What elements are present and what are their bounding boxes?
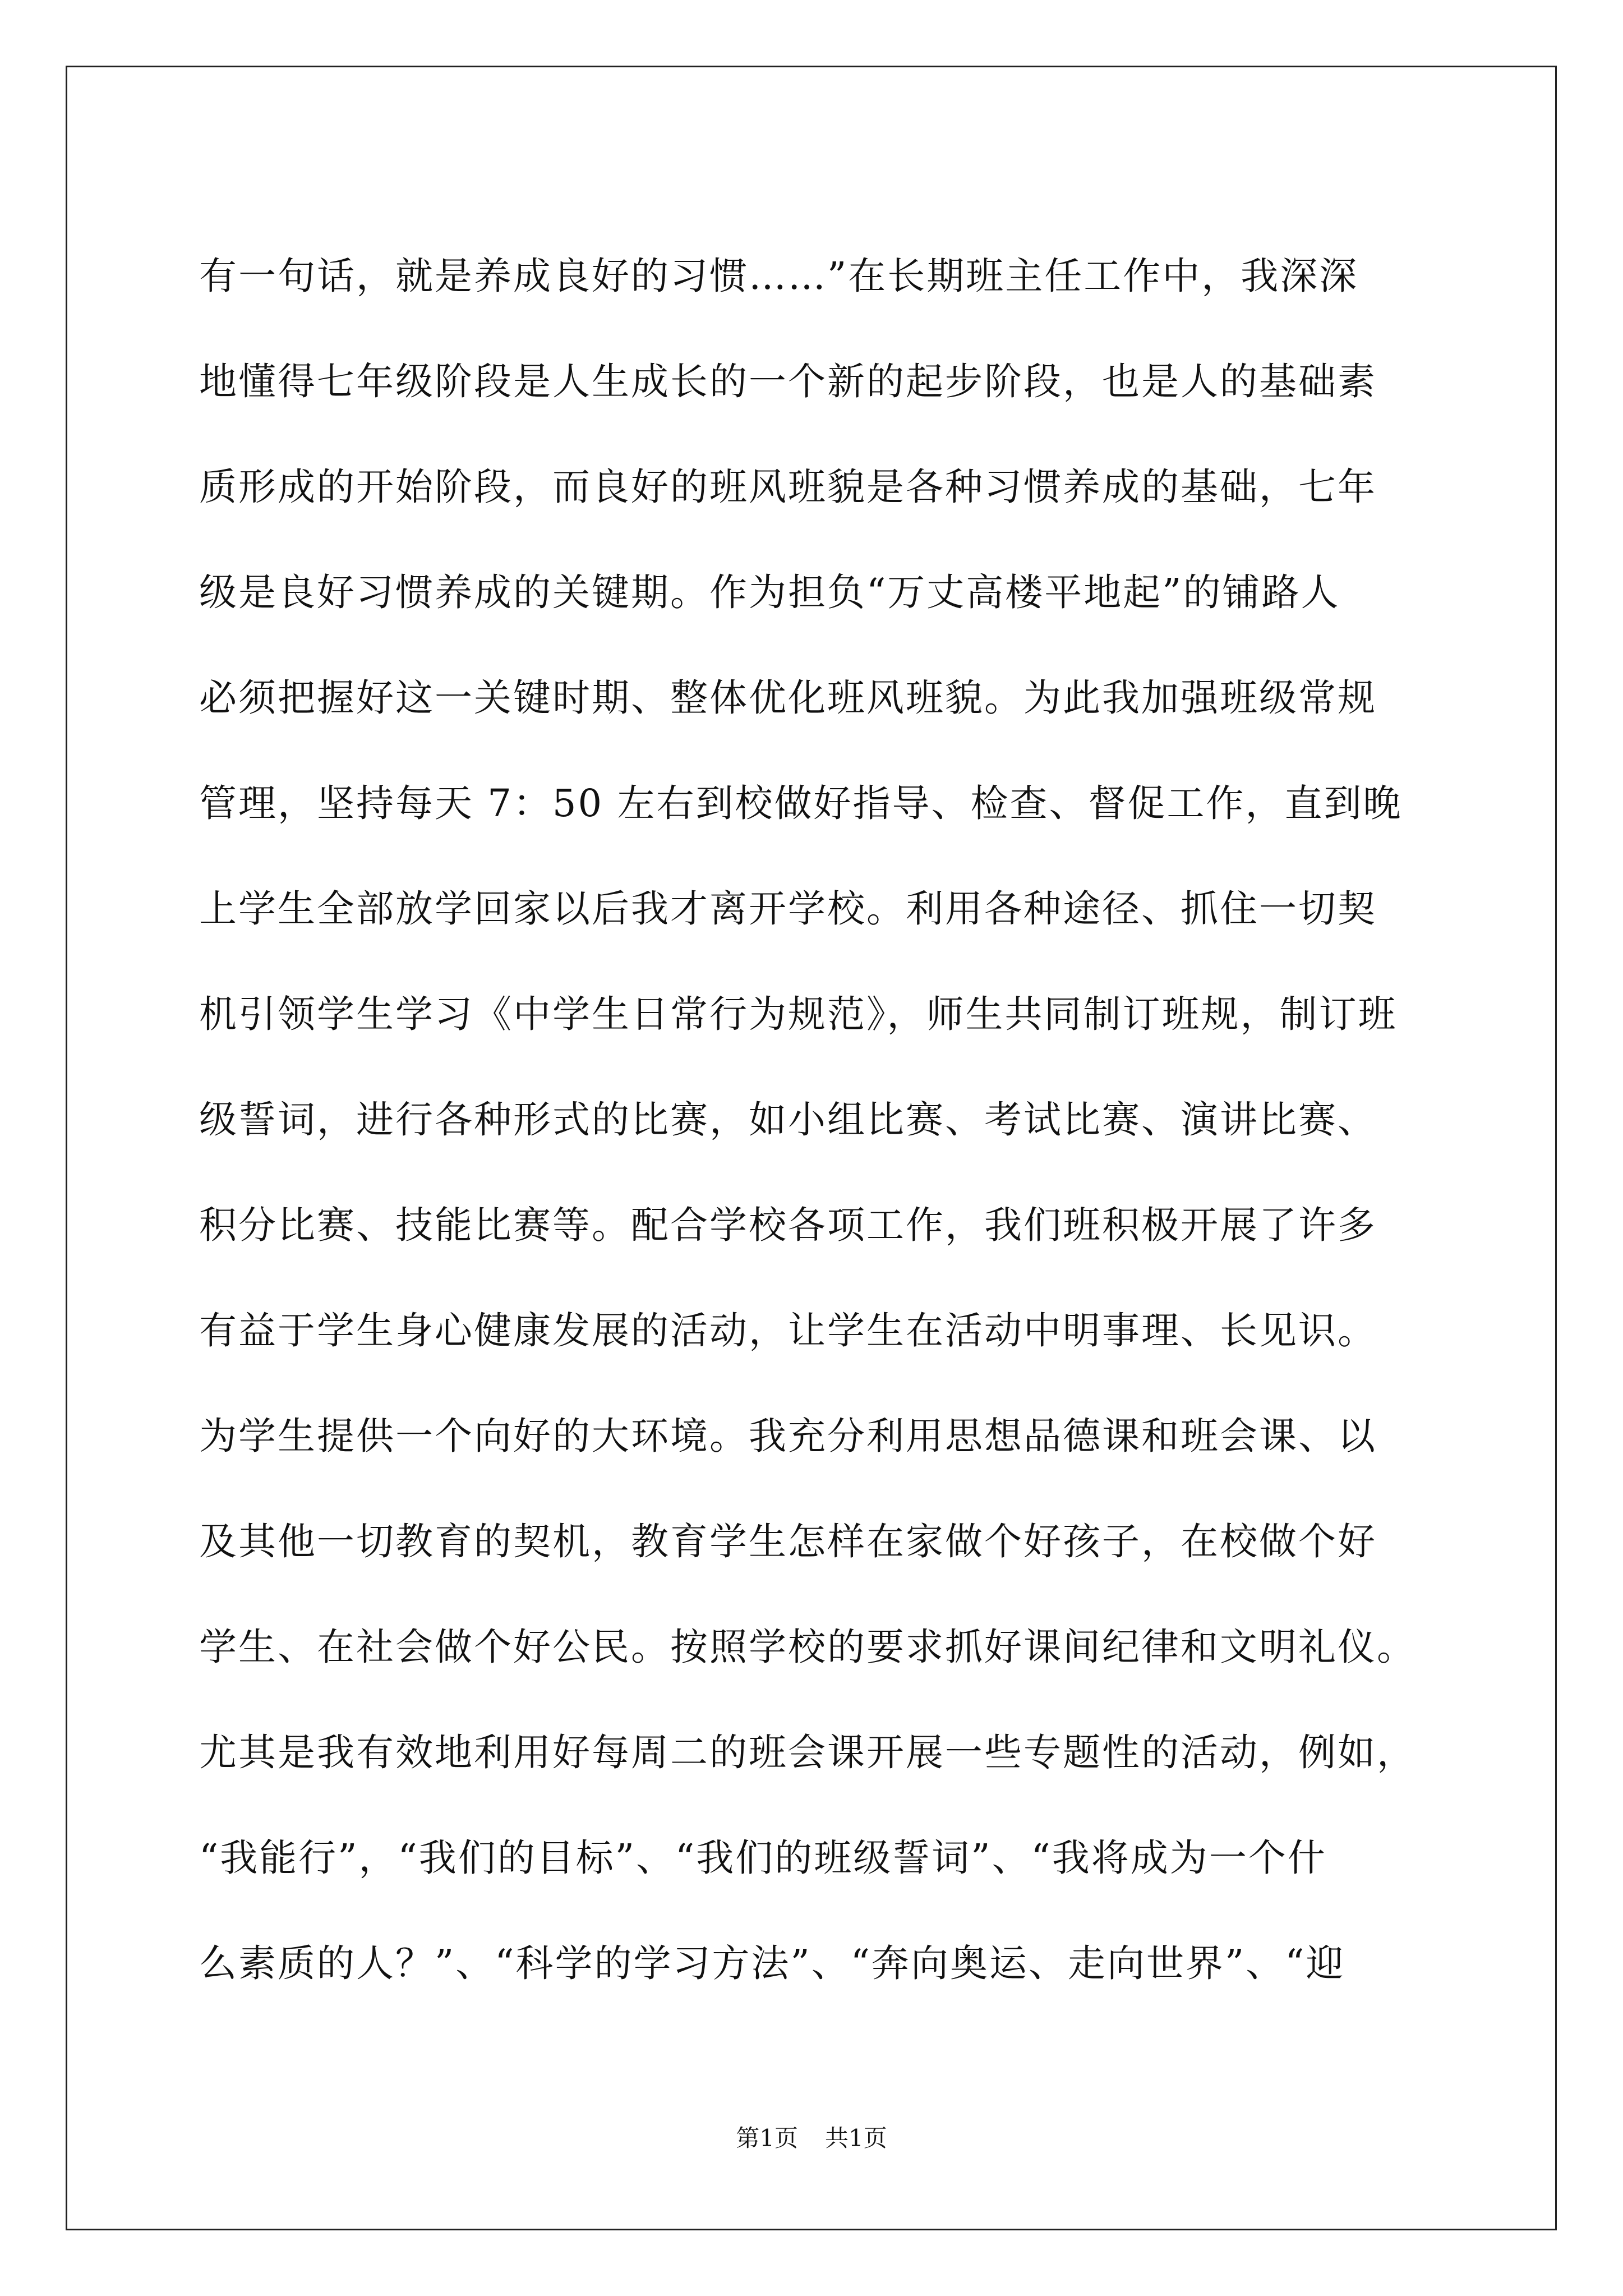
page-footer <box>0 2122 1623 2155</box>
text-line: 管理，坚持每天 7：50 左右到校做好指导、检查、督促工作，直到晚 <box>199 781 1403 825</box>
text-line: 么素质的人？”、“科学的学习方法”、“奔向奥运、走向世界”、“迎 <box>199 1941 1345 1985</box>
text-line: 有一句话，就是养成良好的习惯……”在长期班主任工作中，我深深 <box>199 254 1359 298</box>
text-line: 为学生提供一个向好的大环境。我充分利用思想品德课和班会课、以 <box>199 1414 1377 1458</box>
text-line: 有益于学生身心健康发展的活动，让学生在活动中明事理、长见识。 <box>199 1309 1377 1352</box>
text-line: 尤其是我有效地利用好每周二的班会课开展一些专题性的活动，例如， <box>199 1731 1416 1774</box>
page-number-total: 共1页 <box>825 2124 887 2152</box>
page-number-current: 第1页 <box>736 2124 798 2152</box>
text-line: 及其他一切教育的契机，教育学生怎样在家做个好孩子，在校做个好 <box>199 1520 1377 1563</box>
text-line: 必须把握好这一关键时期、整体优化班风班貌。为此我加强班级常规 <box>199 676 1377 720</box>
text-line: “我能行”，“我们的目标”、“我们的班级誓词”、“我将成为一个什 <box>199 1836 1327 1880</box>
text-line: 机引领学生学习《中学生日常行为规范》，师生共同制订班规，制订班 <box>199 992 1398 1036</box>
text-line: 上学生全部放学回家以后我才离开学校。利用各种途径、抓住一切契 <box>199 887 1377 931</box>
document-body <box>199 223 1450 2016</box>
text-line: 质形成的开始阶段，而良好的班风班貌是各种习惯养成的基础，七年 <box>199 465 1377 509</box>
text-line: 级誓词，进行各种形式的比赛，如小组比赛、考试比赛、演讲比赛、 <box>199 1098 1377 1142</box>
text-line: 积分比赛、技能比赛等。配合学校各项工作，我们班积极开展了许多 <box>199 1203 1377 1247</box>
text-line: 地懂得七年级阶段是人生成长的一个新的起步阶段，也是人的基础素 <box>199 360 1377 403</box>
text-line: 学生、在社会做个好公民。按照学校的要求抓好课间纪律和文明礼仪。 <box>199 1625 1416 1669</box>
text-line: 级是良好习惯养成的关键期。作为担负“万丈高楼平地起”的铺路人 <box>199 570 1340 614</box>
